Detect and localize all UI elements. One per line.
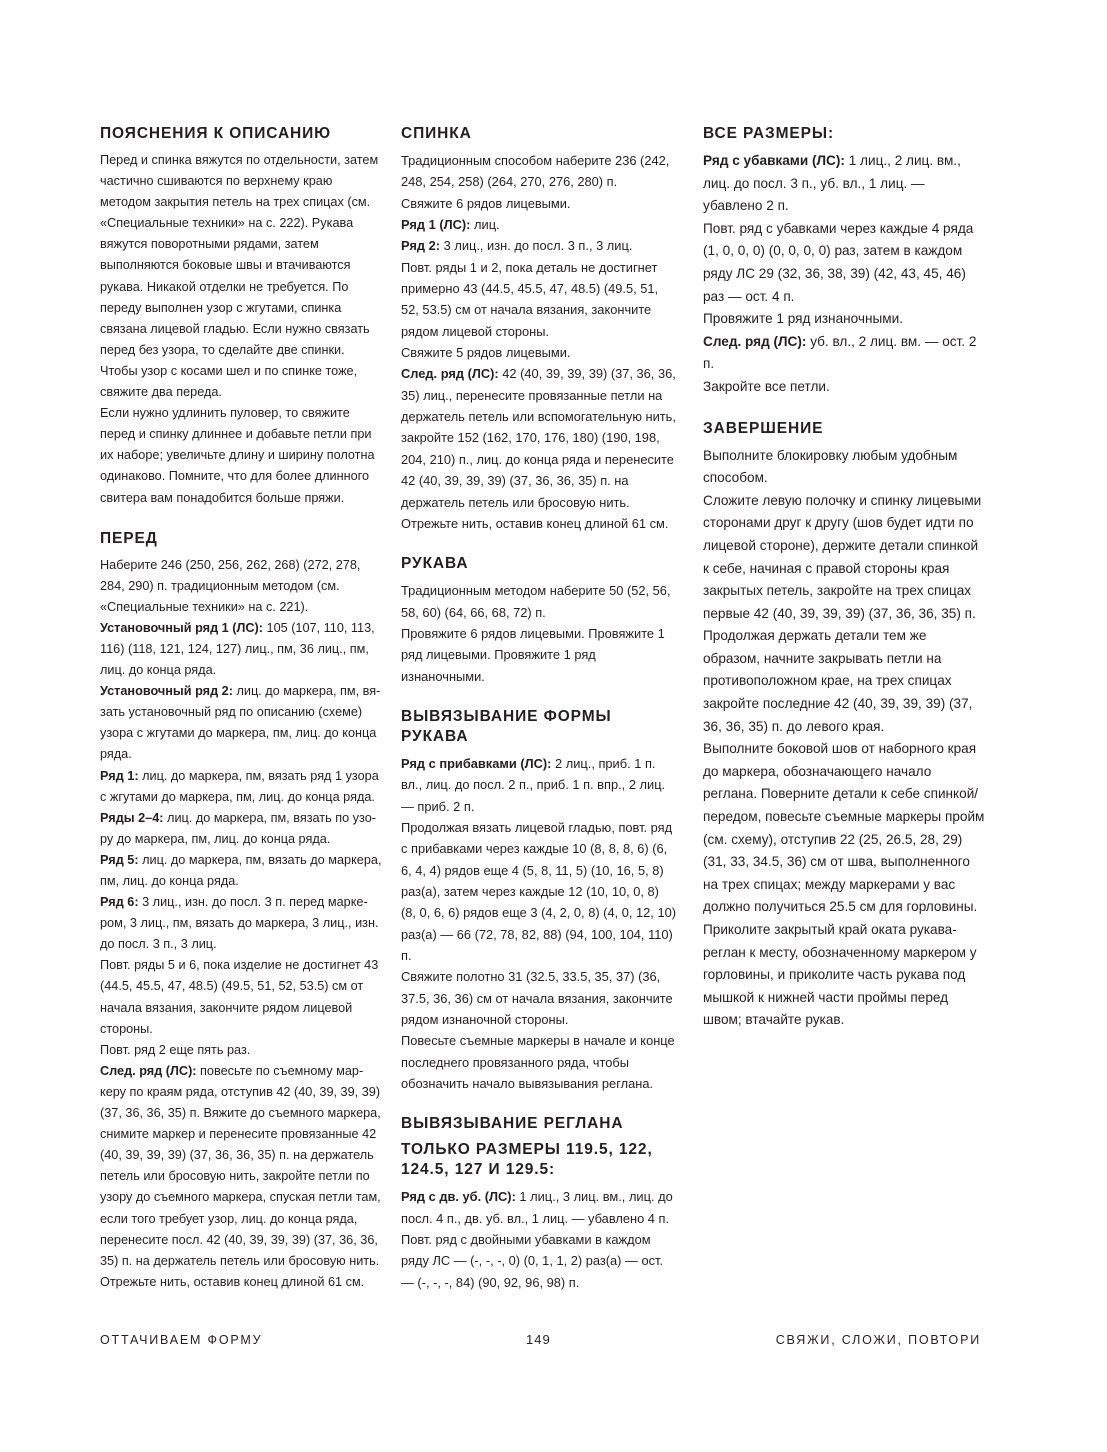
paragraph bbox=[703, 445, 985, 490]
paragraph-text: Если нужно удлинить пуловер, то свяжите перед и спинку длиннее и добавьте петли при их наборе; увеличьте длину и ширину полотна одинаково. Помните, что для более длинного свитера вам понадобится больше пряжи. bbox=[100, 406, 375, 505]
paragraph bbox=[401, 257, 677, 342]
paragraph-text: лиц. до маркера, пм, вязать ряд 1 узора с жгутами до маркера, пм, лиц. до конца ряда. bbox=[100, 768, 379, 804]
section bbox=[703, 419, 985, 1032]
section-heading: ВЫВЯЗЫВАНИЕ ФОРМЫ РУКАВА bbox=[401, 707, 612, 745]
paragraph bbox=[100, 403, 382, 508]
paragraph-text: Повт. ряды 1 и 2, пока деталь не достигнет примерно 43 (44.5, 45.5, 47, 48.5) (49.5, 51, 52, 53.5) см от начала вязания, закончите рядом лицевой стороны. bbox=[401, 259, 659, 339]
section-heading: ПОЯСНЕНИЯ К ОПИСАНИЮ bbox=[100, 125, 332, 142]
paragraph-text: 42 (40, 39, 39, 39) (37, 36, 36, 35) лиц., перенесите провязанные петли на держатель петель или вспомогательную нить, закройте 152 (162, 170, 176, 180) (190, 198, 204, 210) п., лиц. до конца ряда и перенесите 42 (40, 39, 39, 39) (37, 36, 36, 35) п. на держатель петель или бросовую нить. Отрежьте нить, оставив конец длиной 61 см. bbox=[401, 366, 676, 531]
paragraph bbox=[401, 580, 677, 623]
paragraph bbox=[703, 490, 985, 739]
row-label: След. ряд (ЛС): bbox=[100, 1063, 197, 1078]
paragraph bbox=[100, 1040, 382, 1061]
paragraph bbox=[401, 214, 677, 235]
section bbox=[401, 1114, 677, 1293]
row-label: Ряд 1: bbox=[100, 768, 139, 783]
paragraph bbox=[100, 850, 382, 892]
paragraph bbox=[100, 955, 382, 1039]
paragraph bbox=[401, 1030, 677, 1094]
footer-book-title: СВЯЖИ, СЛОЖИ, ПОВТОРИ bbox=[775, 1333, 981, 1347]
paragraph bbox=[401, 1229, 677, 1293]
paragraph bbox=[100, 150, 382, 403]
paragraph-text: лиц. до маркера, пм, вязать до маркера, пм, лиц. до конца ряда. bbox=[100, 852, 382, 888]
paragraph-text: повесьте по съемному маркеру по краям ряда, отступив 42 (40, 39, 39, 39) (37, 36, 36, 35) п. Вяжите до съемного маркера, снимите маркер и перенесите провязанные 42 (40, 39, 39, 39) (37, 36, 36, 35) п. на держатель петель или бросовую нить, закройте петли по узору до съемного маркера, спуская петли там, если того требует узор, лиц. до конца ряда, перенесите посл. 42 (40, 39, 39, 39) (37, 36, 36, 35) п. на держатель петель или бросовую нить. Отрежьте нить, оставив конец длиной 61 см. bbox=[100, 1063, 381, 1289]
paragraph-text: Выполните боковой шов от наборного края до маркера, обозначающего начало реглана. Поверните детали к себе спинкой/передом, повесьте съемные маркеры пройм (см. схему), отступив 22 (25, 26.5, 28, 29) (31, 33, 34.5, 36) см от шва, выполненного на трех спицах; между маркерами у вас должно получиться 25.5 см для горловины. bbox=[703, 741, 985, 915]
row-label: След. ряд (ЛС): bbox=[401, 366, 499, 382]
row-label: Ряд с убавками (ЛС): bbox=[703, 153, 845, 168]
paragraph bbox=[401, 193, 677, 214]
paragraph-text: уб. вл., 2 лиц. вм. — ост. 2 п. bbox=[703, 333, 977, 372]
section-heading: СПИНКА bbox=[401, 125, 472, 142]
paragraph-text: Провяжите 1 ряд изнаночными. bbox=[703, 311, 903, 327]
section-heading: РУКАВА bbox=[401, 555, 469, 573]
paragraph-text: 3 лиц., изн. до посл. 3 п., 3 лиц. bbox=[440, 238, 633, 254]
paragraph bbox=[703, 308, 985, 331]
paragraph-text: Свяжите полотно 31 (32.5, 33.5, 35, 37) (36, 37.5, 36, 36) см от начала вязания, закончите рядом изнаночной стороны. bbox=[401, 969, 673, 1028]
column-left bbox=[100, 124, 382, 1313]
section bbox=[401, 707, 677, 1095]
section bbox=[100, 529, 382, 1293]
paragraph bbox=[401, 817, 677, 966]
row-label: Ряды 2–4: bbox=[100, 810, 164, 825]
paragraph bbox=[703, 919, 985, 1032]
column-middle bbox=[401, 124, 677, 1313]
paragraph bbox=[100, 892, 382, 955]
paragraph bbox=[401, 150, 677, 193]
paragraph-text: Перед и спинка вяжутся по отдельности, затем частично сшиваются по верхнему краю методом закрытия петель на трех спицах (см. «Специальные техники» на с. 222). Рукава вяжутся поворотными рядами, затем выполняются боковые швы и втачиваются рукава. Никакой отделки не требуется. По переду выполнен узор с жгутами, спинка связана лицевой гладью. Если нужно связать перед без узора, то сделайте две спинки. Чтобы узор с косами шел и по спинке тоже, свяжите два переда. bbox=[100, 153, 379, 400]
paragraph bbox=[703, 150, 985, 218]
paragraph-text: Повт. ряды 5 и 6, пока изделие не достигнет 43 (44.5, 45.5, 47, 48.5) (49.5, 51, 52, 53.5) см от начала вязания, закончите рядом лицевой стороны. bbox=[100, 958, 379, 1036]
row-label: Установочный ряд 1 (ЛС): bbox=[100, 620, 263, 635]
footer-chapter-title: ОТТАЧИВАЕМ ФОРМУ bbox=[100, 1333, 263, 1347]
column-right bbox=[703, 124, 985, 1052]
paragraph bbox=[703, 738, 985, 919]
paragraph bbox=[100, 681, 382, 765]
paragraph-text: 1 лиц., 2 лиц. вм., лиц. до посл. 3 п., уб. вл., 1 лиц. — убавлено 2 п. bbox=[703, 153, 961, 214]
paragraph bbox=[100, 555, 382, 618]
paragraph-text: Наберите 246 (250, 256, 262, 268) (272, 278, 284, 290) п. традиционным методом (см. «Специальные техники» на с. 221). bbox=[100, 557, 361, 614]
paragraph-text: 105 (107, 110, 113, 116) (118, 121, 124, 127) лиц., пм, 36 лиц., пм, лиц. до конца ряда. bbox=[100, 620, 375, 678]
paragraph bbox=[401, 623, 677, 687]
paragraph-text: Повт. ряд с убавками через каждые 4 ряда (1, 0, 0, 0) (0, 0, 0, 0) раз, затем в каждом ряду ЛС 29 (32, 36, 38, 39) (42, 43, 45, 46) раз — ост. 4 п. bbox=[703, 220, 974, 304]
paragraph bbox=[401, 753, 677, 817]
paragraph-text: Приколите закрытый край оката рукава-реглан к месту, обозначенному маркером у горловины, и приколите часть рукава под мышкой к нижней части проймы перед швом; втачайте рукав. bbox=[703, 922, 977, 1028]
section-heading: ВСЕ РАЗМЕРЫ: bbox=[703, 125, 835, 142]
paragraph-text: 2 лиц., приб. 1 п. вл., лиц. до посл. 2 п., приб. 1 п. впр., 2 лиц. — приб. 2 п. bbox=[401, 755, 666, 814]
row-label: Ряд 6: bbox=[100, 895, 139, 910]
section bbox=[703, 124, 985, 399]
row-label: Ряд 5: bbox=[100, 852, 139, 867]
paragraph bbox=[100, 808, 382, 850]
paragraph-text: Повт. ряд с двойными убавками в каждом ряду ЛС — (-, -, -, 0) (0, 1, 1, 2) раз(а) — ост. — (-, -, -, 84) (90, 92, 96, 98) п. bbox=[401, 1232, 664, 1290]
row-label: Ряд с дв. уб. (ЛС): bbox=[401, 1189, 516, 1205]
paragraph-text: 1 лиц., 3 лиц. вм., лиц. до посл. 4 п., дв. уб. вл., 1 лиц. — убавлено 4 п. bbox=[401, 1189, 673, 1226]
paragraph-text: 3 лиц., изн. до посл. 3 п. перед маркером, 3 лиц., пм, вязать до маркера, 3 лиц., изн. до посл. 3 п., 3 лиц. bbox=[100, 895, 379, 952]
paragraph bbox=[100, 618, 382, 681]
paragraph bbox=[703, 331, 985, 376]
row-label: Установочный ряд 2: bbox=[100, 684, 233, 699]
paragraph-text: лиц. до маркера, пм, вязать установочный ряд по описанию (схеме) узора с жгутами до маркера, пм, лиц. до конца ряда. bbox=[100, 684, 381, 762]
paragraph bbox=[401, 235, 677, 256]
paragraph-text: Продолжая вязать лицевой гладью, повт. ряд с прибавками через каждые 10 (8, 8, 8, 6) (6, 6, 4, 4) рядов еще 4 (5, 8, 11, 5) (10, 16, 5, 8) раз(а), затем через каждые 12 (10, 10, 0, 8) (8, 0, 6, 6) рядов еще 3 (4, 2, 0, 8) (4, 0, 12, 10) раз(а) — 66 (72, 78, 82, 88) (94, 100, 104, 110) п. bbox=[401, 819, 677, 963]
row-label: Ряд с прибавками (ЛС): bbox=[401, 755, 552, 771]
section-heading: ЗАВЕРШЕНИЕ bbox=[703, 419, 824, 437]
paragraph-text: лиц. до маркера, пм, вязать по узору до маркера, пм, лиц. до конца ряда. bbox=[100, 810, 376, 846]
section bbox=[401, 554, 677, 687]
paragraph-text: Сложите левую полочку и спинку лицевыми сторонами друг к другу (шов будет идти по лицевой стороне), держите детали спинкой к себе, начиная с правой стороны края закрытых петель, закройте на трех спицах первые 42 (40, 39, 39, 39) (37, 36, 36, 35) п. Продолжая держать детали тем же образом, начните закрывать петли на противоположном крае, на трех спицах закройте последние 42 (40, 39, 39, 39) (37, 36, 36, 35) п. до левого края. bbox=[703, 492, 982, 734]
paragraph-text: лиц. bbox=[470, 217, 500, 233]
page-number: 149 bbox=[526, 1332, 551, 1347]
paragraph bbox=[100, 1061, 382, 1293]
paragraph-text: Повесьте съемные маркеры в начале и конце последнего провязанного ряда, чтобы обозначить начало вывязывания реглана. bbox=[401, 1033, 675, 1092]
section-heading: ВЫВЯЗЫВАНИЕ РЕГЛАНА bbox=[401, 1115, 624, 1133]
paragraph bbox=[401, 966, 677, 1030]
paragraph-text: Традиционным методом наберите 50 (52, 56, 58, 60) (64, 66, 68, 72) п. bbox=[401, 583, 671, 620]
row-label: Ряд 2: bbox=[401, 238, 441, 254]
paragraph-text: Выполните блокировку любым удобным способом. bbox=[703, 447, 958, 486]
paragraph-text: Традиционным способом наберите 236 (242, 248, 254, 258) (264, 270, 276, 280) п. bbox=[401, 153, 670, 190]
paragraph-text: Закройте все петли. bbox=[703, 378, 830, 394]
paragraph-text: Повт. ряд 2 еще пять раз. bbox=[100, 1042, 251, 1057]
paragraph bbox=[100, 766, 382, 808]
paragraph-text: Провяжите 6 рядов лицевыми. Провяжите 1 ряд лицевыми. Провяжите 1 ряд изнаночными. bbox=[401, 625, 665, 684]
paragraph bbox=[703, 218, 985, 308]
section bbox=[100, 124, 382, 509]
paragraph bbox=[401, 342, 677, 363]
section-subheading: ТОЛЬКО РАЗМЕРЫ 119.5, 122, 124.5, 127 И 129.5: bbox=[401, 1141, 653, 1179]
paragraph bbox=[703, 376, 985, 399]
paragraph-text: Свяжите 6 рядов лицевыми. bbox=[401, 195, 571, 211]
paragraph-text: Свяжите 5 рядов лицевыми. bbox=[401, 345, 571, 361]
section bbox=[401, 124, 677, 534]
paragraph bbox=[401, 1186, 677, 1229]
section-heading: ПЕРЕД bbox=[100, 529, 158, 547]
row-label: Ряд 1 (ЛС): bbox=[401, 217, 471, 233]
paragraph bbox=[401, 363, 677, 534]
row-label: След. ряд (ЛС): bbox=[703, 333, 807, 349]
